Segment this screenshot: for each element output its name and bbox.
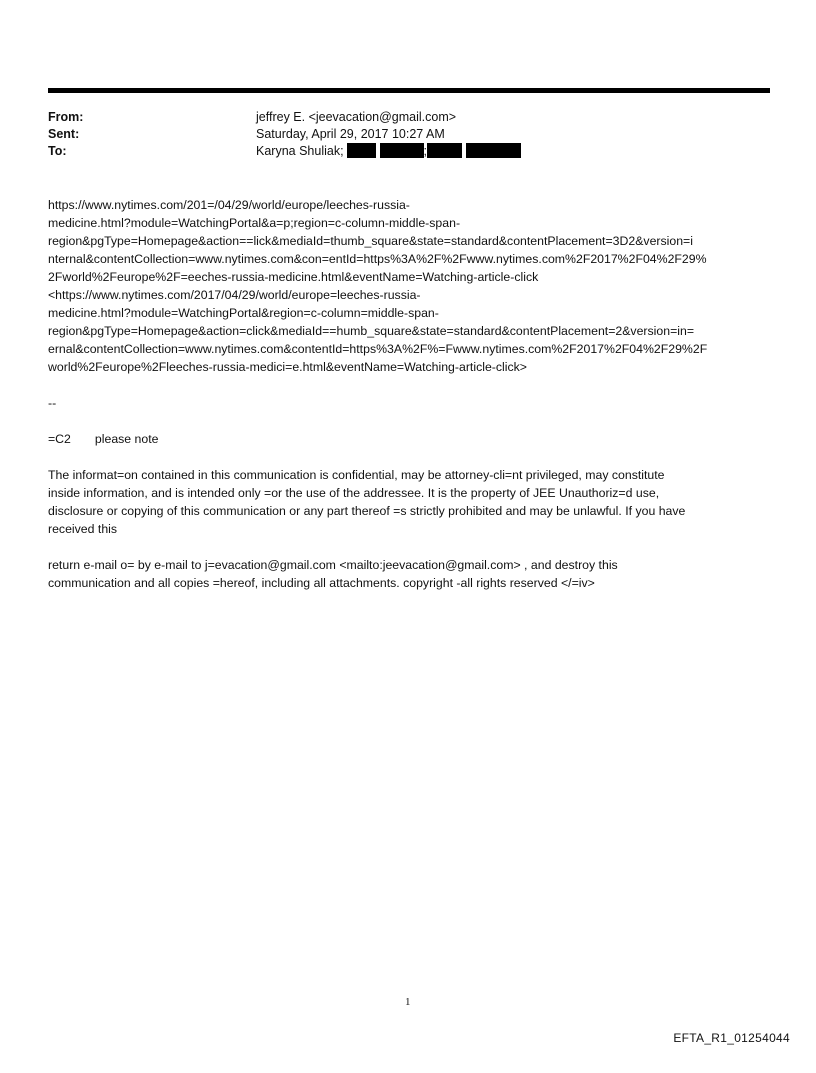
- url-line: medicine.html?module=WatchingPortal&a=p;region=c-column-middle-span-: [48, 216, 461, 230]
- document-id: EFTA_R1_01254044: [673, 1031, 790, 1045]
- note-line: [48, 430, 159, 448]
- url-line: medicine.html?module=WatchingPortal&region=c-column=middle-span-: [48, 306, 439, 320]
- redaction-box: [466, 143, 521, 158]
- to-label: To:: [48, 144, 67, 158]
- disclaimer-line: The informat=on contained in this communication is confidential, may be attorney-cli=nt privileged, may constitute: [48, 468, 665, 482]
- url-line: ernal&contentCollection=www.nytimes.com&contentId=https%3A%2F%=Fwww.nytimes.com%2F2017%2F04%2F29%2F: [48, 342, 708, 356]
- url-line: region&pgType=Homepage&action==lick&mediaId=thumb_square&state=standard&contentPlacement=3D2&version=i: [48, 234, 693, 248]
- note-text: please note: [94, 432, 159, 446]
- url-line: world%2Feurope%2Fleeches-russia-medici=e.html&eventName=Watching-article-click>: [48, 360, 527, 374]
- page-number: 1: [405, 996, 411, 1008]
- url-line: 2Fworld%2Feurope%2F=eeches-russia-medicine.html&eventName=Watching-article-click: [48, 270, 539, 284]
- sent-label: Sent:: [48, 127, 80, 141]
- signature-separator: --: [48, 396, 57, 410]
- redaction-box: [427, 143, 462, 158]
- header-rule: [48, 88, 770, 93]
- disclaimer-line: disclosure or copying of this communication or any part thereof =s strictly prohibited and may be unlawful. If you have: [48, 504, 686, 518]
- from-value: jeffrey E. <jeevacation@gmail.com>: [256, 110, 457, 124]
- from-label: From:: [48, 110, 84, 124]
- redaction-box: [347, 143, 376, 158]
- url-line: nternal&contentCollection=www.nytimes.com&con=entId=https%3A%2F%2Fwww.nytimes.com%2F2017%2F04%2F29%: [48, 252, 707, 266]
- return-line: return e-mail o= by e-mail to j=evacation@gmail.com <mailto:jeevacation@gmail.com> , and destroy this: [48, 558, 618, 572]
- to-value: [256, 143, 521, 160]
- sent-value: Saturday, April 29, 2017 10:27 AM: [256, 127, 445, 141]
- return-line: communication and all copies =hereof, including all attachments. copyright -all rights reserved </=iv>: [48, 576, 595, 590]
- disclaimer-line: inside information, and is intended only =or the use of the addressee. It is the property of JEE Unauthoriz=d use,: [48, 486, 660, 500]
- to-separator: ;: [423, 144, 428, 158]
- redaction-box: [380, 143, 424, 158]
- to-recipient: Karyna Shuliak;: [256, 144, 344, 158]
- url-line: <https://www.nytimes.com/2017/04/29/world/europe=leeches-russia-: [48, 288, 421, 302]
- url-line: https://www.nytimes.com/201=/04/29/world/europe/leeches-russia-: [48, 198, 410, 212]
- url-line: region&pgType=Homepage&action=click&mediaId==humb_square&state=standard&contentPlacement=2&version=in=: [48, 324, 695, 338]
- disclaimer-line: received this: [48, 522, 118, 536]
- note-prefix: =C2: [48, 432, 71, 446]
